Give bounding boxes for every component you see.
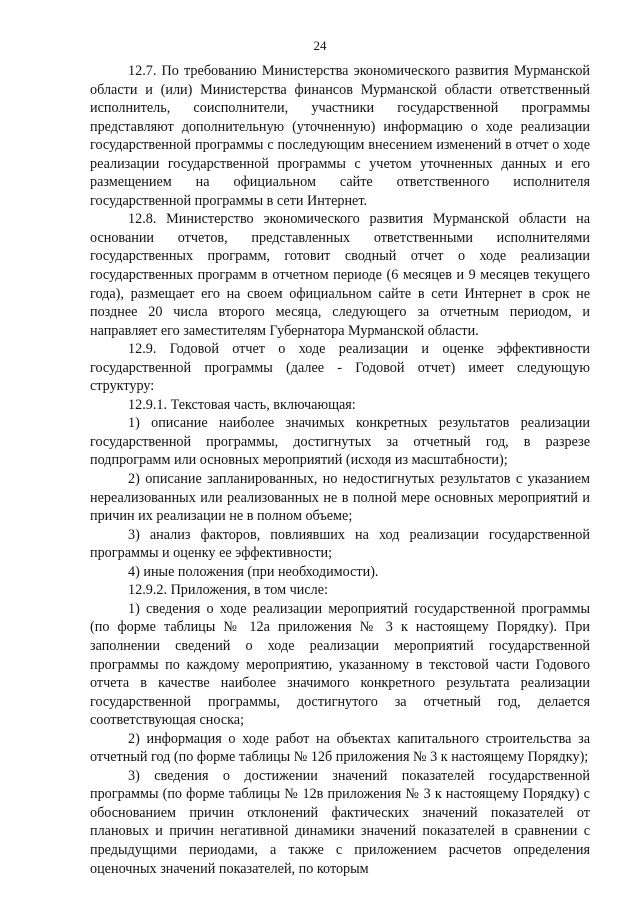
list-item-2-1: 1) сведения о ходе реализации мероприятий государственной программы (по форме таблицы № 12а приложения № 3 к настоящему Порядку). При заполнении сведений о ходе реализации мероприятий государственной программы по каждому мероприятию, указанному в текстовой части Годового отчета в качестве наиболее значимого конкретного результата реализации государственной программы, достигнутого за отчетный год, делается соответствующая сноска; — [90, 600, 590, 729]
list-item-1-4: 4) иные положения (при необходимости). — [128, 563, 379, 580]
list-item-2-3: 3) сведения о достижении значений показателей государственной программы (по форме таблицы № 12в приложения № 3 к настоящему Порядку) с обоснованием причин отклонений фактических значений показателей от плановых и причин негативной динамики значений показателей в сравнении с предыдущими периодами, а также с приложением расчетов определения оценочных значений показателей, по которым — [90, 767, 590, 877]
paragraph-12-8: 12.8. Министерство экономического развития Мурманской области на основании отчетов, представленных ответственными исполнителями государственных программ, готовит сводный отчет о ходе реализации государственных программ в отчетном периоде (6 месяцев и 9 месяцев текущего года), размещает его на своем официальном сайте в сети Интернет в срок не позднее 20 числа второго месяца, следующего за отчетным периодом, и направляет его заместителям Губернатора Мурманской области. — [90, 211, 590, 339]
page-number: 24 — [313, 38, 327, 53]
document-body — [90, 62, 590, 878]
list-item-1-2: 2) описание запланированных, но недостигнутых результатов с указанием нереализованных или реализованных не в полной мере основных мероприятий и причин их реализации не в полном объеме; — [90, 471, 590, 525]
paragraph-12-9: 12.9. Годовой отчет о ходе реализации и оценке эффективности государственной программы (далее - Годовой отчет) имеет следующую структуру: — [90, 341, 590, 395]
list-item-2-2: 2) информация о ходе работ на объектах капитального строительства за отчетный год (по форме таблицы № 12б приложения № 3 к настоящему Порядку); — [90, 730, 590, 766]
list-item-1-3: 3) анализ факторов, повлиявших на ход реализации государственной программы и оценку ее эффективности; — [90, 526, 590, 562]
paragraph-12-9-2: 12.9.2. Приложения, в том числе: — [128, 582, 328, 599]
list-item-1-1: 1) описание наиболее значимых конкретных результатов реализации государственной программы, достигнутых за отчетный год, в разрезе подпрограмм или основных мероприятий (исходя из масштабности); — [90, 415, 590, 469]
paragraph-12-9-1: 12.9.1. Текстовая часть, включающая: — [128, 396, 356, 413]
paragraph-12-7: 12.7. По требованию Министерства экономического развития Мурманской области и (или) Министерства финансов Мурманской области ответственный исполнитель, соисполнители, участники государственной программы представляют дополнительную (уточненную) информацию о ходе реализации государственной программы с последующим внесением изменений в отчет о ходе реализации государственной программы с учетом уточненных данных и его размещением на официальном сайте ответственного исполнителя государственной программы в сети Интернет. — [90, 63, 590, 209]
